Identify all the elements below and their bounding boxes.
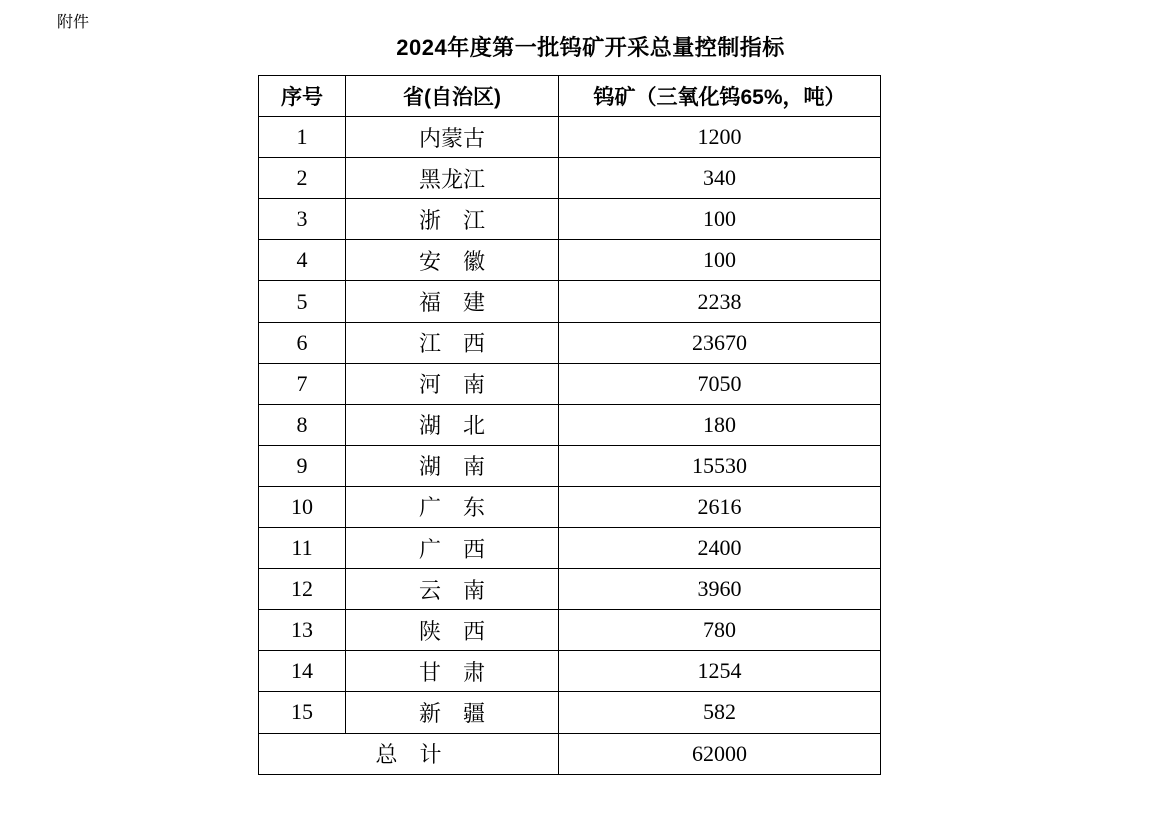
quota-cell: 340 xyxy=(559,158,881,199)
total-value-cell: 62000 xyxy=(559,733,881,774)
row-index-cell: 6 xyxy=(259,322,346,363)
quota-cell: 100 xyxy=(559,199,881,240)
province-cell: 福 建 xyxy=(346,281,559,322)
row-index-cell: 7 xyxy=(259,363,346,404)
quota-cell: 1254 xyxy=(559,651,881,692)
row-index-cell: 10 xyxy=(259,486,346,527)
header-province: 省(自治区) xyxy=(346,76,559,117)
table-row xyxy=(259,651,881,692)
row-index-cell: 3 xyxy=(259,199,346,240)
table-row xyxy=(259,486,881,527)
row-index-cell: 15 xyxy=(259,692,346,733)
table-row xyxy=(259,610,881,651)
quota-table xyxy=(258,75,881,775)
province-cell: 河 南 xyxy=(346,363,559,404)
table-row xyxy=(259,117,881,158)
province-cell: 安 徽 xyxy=(346,240,559,281)
table-row xyxy=(259,281,881,322)
province-cell: 黑龙江 xyxy=(346,158,559,199)
row-index-cell: 9 xyxy=(259,445,346,486)
table-row xyxy=(259,404,881,445)
header-index: 序号 xyxy=(259,76,346,117)
quota-cell: 1200 xyxy=(559,117,881,158)
province-cell: 江 西 xyxy=(346,322,559,363)
table-row xyxy=(259,528,881,569)
quota-cell: 7050 xyxy=(559,363,881,404)
row-index-cell: 14 xyxy=(259,651,346,692)
province-cell: 广 东 xyxy=(346,486,559,527)
province-cell: 甘 肃 xyxy=(346,651,559,692)
quota-cell: 3960 xyxy=(559,569,881,610)
row-index-cell: 13 xyxy=(259,610,346,651)
row-index-cell: 5 xyxy=(259,281,346,322)
province-cell: 陕 西 xyxy=(346,610,559,651)
total-label-cell: 总 计 xyxy=(259,733,559,774)
quota-cell: 2616 xyxy=(559,486,881,527)
province-cell: 湖 南 xyxy=(346,445,559,486)
row-index-cell: 12 xyxy=(259,569,346,610)
quota-cell: 2238 xyxy=(559,281,881,322)
quota-cell: 780 xyxy=(559,610,881,651)
table-row xyxy=(259,322,881,363)
header-quota: 钨矿（三氧化钨65%，吨） xyxy=(559,76,881,117)
row-index-cell: 11 xyxy=(259,528,346,569)
province-cell: 湖 北 xyxy=(346,404,559,445)
province-cell: 浙 江 xyxy=(346,199,559,240)
page-title: 2024年度第一批钨矿开采总量控制指标 xyxy=(396,35,785,60)
table-row xyxy=(259,363,881,404)
quota-cell: 15530 xyxy=(559,445,881,486)
row-index-cell: 4 xyxy=(259,240,346,281)
total-row xyxy=(259,733,881,774)
attachment-label: 附件 xyxy=(57,14,90,31)
table-row xyxy=(259,692,881,733)
table-row xyxy=(259,445,881,486)
quota-cell: 23670 xyxy=(559,322,881,363)
row-index-cell: 2 xyxy=(259,158,346,199)
province-cell: 广 西 xyxy=(346,528,559,569)
quota-cell: 2400 xyxy=(559,528,881,569)
quota-cell: 100 xyxy=(559,240,881,281)
table-row xyxy=(259,199,881,240)
quota-cell: 582 xyxy=(559,692,881,733)
table-row xyxy=(259,158,881,199)
table-header-row xyxy=(259,76,881,117)
quota-cell: 180 xyxy=(559,404,881,445)
province-cell: 内蒙古 xyxy=(346,117,559,158)
row-index-cell: 8 xyxy=(259,404,346,445)
province-cell: 云 南 xyxy=(346,569,559,610)
province-cell: 新 疆 xyxy=(346,692,559,733)
table-row xyxy=(259,569,881,610)
table-row xyxy=(259,240,881,281)
row-index-cell: 1 xyxy=(259,117,346,158)
